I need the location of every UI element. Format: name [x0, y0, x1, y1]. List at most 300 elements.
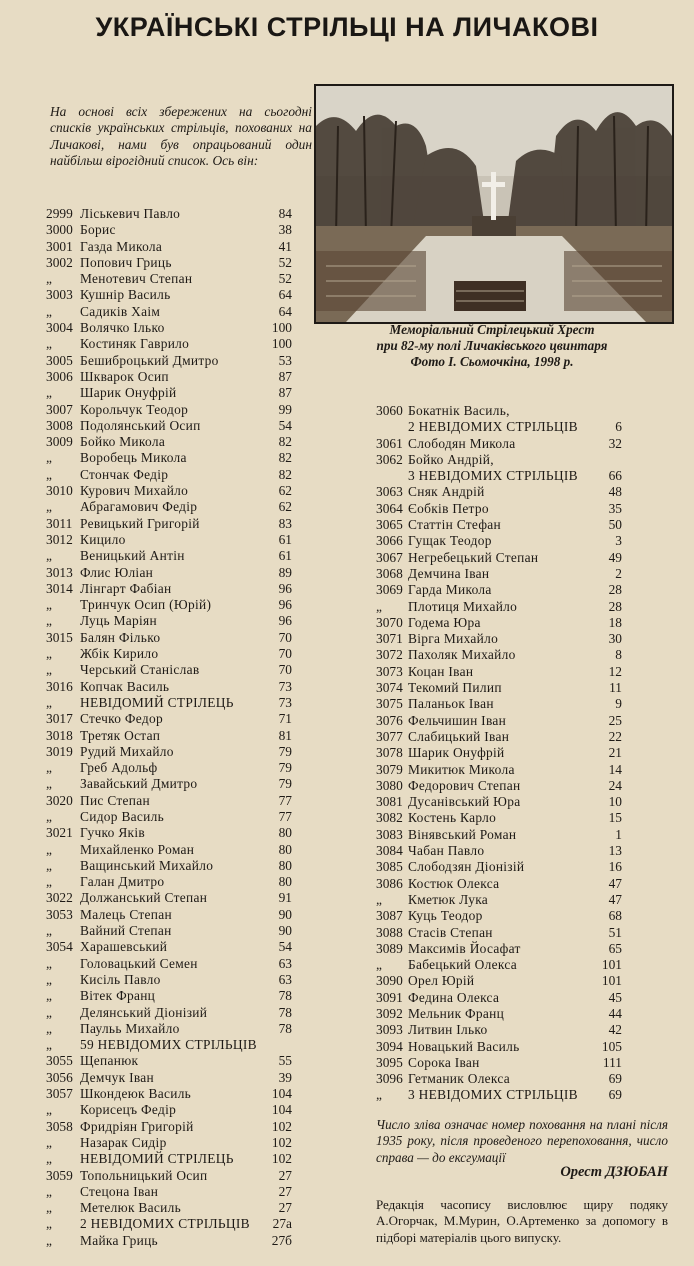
- soldier-name: Текомий Пилип: [408, 680, 502, 696]
- soldier-name: Черський Станіслав: [80, 662, 200, 678]
- exhumation-number: 66: [608, 468, 622, 484]
- soldier-name: Лінгарт Фабіан: [80, 580, 172, 596]
- author-signature: Орест ДЗЮБАН: [560, 1164, 668, 1180]
- soldier-name: Греб Адольф: [80, 760, 158, 776]
- exhumation-number: 51: [608, 924, 622, 940]
- exhumation-number: 100: [271, 320, 292, 336]
- list-row: [376, 1055, 622, 1071]
- burial-number: „: [376, 891, 382, 907]
- burial-number: 3071: [376, 631, 403, 647]
- burial-number: 3089: [376, 940, 403, 956]
- burial-number: 3075: [376, 696, 403, 712]
- soldier-name: Шарик Онуфрій: [408, 745, 505, 761]
- burial-number: „: [46, 336, 52, 352]
- burial-number: 3087: [376, 908, 403, 924]
- soldier-name: 3 НЕВІДОМИХ СТРІЛЬЦІВ: [408, 1087, 578, 1103]
- soldier-name: Метелюк Василь: [80, 1200, 181, 1216]
- soldier-name: Галан Дмитро: [80, 874, 165, 890]
- list-row: [376, 762, 622, 778]
- exhumation-number: 62: [278, 499, 292, 515]
- memorial-cross-photo: [314, 84, 674, 324]
- burial-number: 3003: [46, 287, 73, 303]
- exhumation-number: 79: [278, 743, 292, 759]
- list-row: [46, 907, 292, 923]
- burial-number: 3072: [376, 647, 403, 663]
- exhumation-number: 14: [608, 761, 622, 777]
- burial-number: 3002: [46, 254, 73, 270]
- exhumation-number: 48: [608, 484, 622, 500]
- soldier-name: Назарак Сидір: [80, 1134, 167, 1150]
- list-row: [46, 858, 292, 874]
- burial-number: 3015: [46, 629, 73, 645]
- soldier-name: Щепанюк: [80, 1053, 139, 1069]
- soldier-name: Михайленко Роман: [80, 841, 195, 857]
- soldier-name: Демчук Іван: [80, 1069, 155, 1085]
- burial-number: „: [46, 1216, 52, 1232]
- exhumation-number: 35: [608, 500, 622, 516]
- exhumation-number: 84: [278, 206, 292, 221]
- soldier-name: Слободзян Діонізій: [408, 859, 525, 875]
- soldier-name: Паланьок Іван: [408, 696, 494, 712]
- exhumation-number: 90: [278, 906, 292, 922]
- exhumation-number: 61: [278, 531, 292, 547]
- burial-number: „: [46, 1037, 52, 1053]
- burial-number: 3081: [376, 794, 403, 810]
- burial-number: 3079: [376, 761, 403, 777]
- list-row: [46, 776, 292, 792]
- soldier-name: Майка Гриць: [80, 1232, 158, 1248]
- burial-number: „: [46, 1183, 52, 1199]
- exhumation-number: 70: [278, 646, 292, 662]
- soldier-name: Шарик Онуфрій: [80, 385, 177, 401]
- soldier-name: Кицило: [80, 531, 126, 547]
- soldier-name: Жбік Кирило: [80, 646, 159, 662]
- exhumation-number: 96: [278, 613, 292, 629]
- soldier-name: Годема Юра: [408, 614, 481, 630]
- burial-number: 3083: [376, 826, 403, 842]
- exhumation-number: 15: [608, 810, 622, 826]
- list-row: [46, 711, 292, 727]
- list-row: [46, 1184, 292, 1200]
- soldier-name: Рудий Михайло: [80, 743, 174, 759]
- list-row: [376, 403, 622, 419]
- list-row: [46, 825, 292, 841]
- burial-number: 3078: [376, 745, 403, 761]
- list-row: [46, 842, 292, 858]
- exhumation-number: 102: [271, 1118, 292, 1134]
- list-row: [46, 1005, 292, 1021]
- exhumation-number: 80: [278, 857, 292, 873]
- soldier-name: Костень Карло: [408, 810, 497, 826]
- soldier-name: Мельник Франц: [408, 1005, 505, 1021]
- burial-number: 3095: [376, 1054, 403, 1070]
- burial-number: „: [376, 598, 382, 614]
- burial-number: 3053: [46, 906, 73, 922]
- burial-number: 3066: [376, 533, 403, 549]
- burial-number: 3058: [46, 1118, 73, 1134]
- burial-number: 3019: [46, 743, 73, 759]
- exhumation-number: 90: [278, 923, 292, 939]
- exhumation-number: 68: [608, 908, 622, 924]
- list-row: [46, 565, 292, 581]
- list-row: [376, 484, 622, 500]
- burial-number: 3006: [46, 368, 73, 384]
- soldier-name: 2 НЕВІДОМИХ СТРІЛЬЦІВ: [80, 1216, 250, 1232]
- soldier-name: Завайський Дмитро: [80, 776, 198, 792]
- exhumation-number: 16: [608, 859, 622, 875]
- exhumation-number: 8: [615, 647, 622, 663]
- exhumation-number: 80: [278, 825, 292, 841]
- soldier-name: Федорович Степан: [408, 777, 521, 793]
- list-row: [376, 501, 622, 517]
- list-row: [46, 483, 292, 499]
- list-row: [376, 664, 622, 680]
- burial-number: 3020: [46, 792, 73, 808]
- burial-number: 3065: [376, 517, 403, 533]
- burial-number: 3077: [376, 728, 403, 744]
- soldier-name: Газда Микола: [80, 238, 163, 254]
- soldier-name: 2 НЕВІДОМИХ СТРІЛЬЦІВ: [408, 419, 578, 435]
- soldier-name: Єобків Петро: [408, 500, 489, 516]
- soldier-name: Волячко Ілько: [80, 320, 165, 336]
- soldier-name: Садиків Хаім: [80, 303, 161, 319]
- list-row: [46, 369, 292, 385]
- exhumation-number: 27б: [271, 1232, 292, 1248]
- list-row: [376, 1087, 622, 1103]
- list-row: [46, 206, 292, 222]
- soldier-name: Плотиця Михайло: [408, 598, 518, 614]
- list-row: [46, 1102, 292, 1118]
- list-row: [46, 532, 292, 548]
- soldier-name: Пис Степан: [80, 792, 150, 808]
- list-row: [46, 679, 292, 695]
- exhumation-number: 10: [608, 794, 622, 810]
- list-row: [46, 890, 292, 906]
- list-row: [46, 695, 292, 711]
- soldier-name: Тринчук Осип (Юрій): [80, 597, 212, 613]
- burial-number: 3055: [46, 1053, 73, 1069]
- exhumation-number: 111: [602, 1054, 622, 1070]
- list-row: [46, 1037, 292, 1053]
- burial-number: 3012: [46, 531, 73, 547]
- soldier-name: Бабецький Олекса: [408, 957, 517, 973]
- list-row: [46, 320, 292, 336]
- soldier-name: 3 НЕВІДОМИХ СТРІЛЬЦІВ: [408, 468, 578, 484]
- list-row: [376, 1022, 622, 1038]
- exhumation-number: 49: [608, 549, 622, 565]
- exhumation-number: 101: [601, 957, 622, 973]
- exhumation-number: 45: [608, 989, 622, 1005]
- exhumation-number: 101: [601, 973, 622, 989]
- burial-number: „: [46, 1020, 52, 1036]
- exhumation-number: 102: [271, 1134, 292, 1150]
- soldier-name: Коцан Іван: [408, 663, 474, 679]
- exhumation-number: 13: [608, 843, 622, 859]
- soldier-name: Шкварок Осип: [80, 368, 169, 384]
- exhumation-number: 104: [271, 1086, 292, 1102]
- soldier-name: Пахоляк Михайло: [408, 647, 516, 663]
- list-row: [376, 827, 622, 843]
- list-row: [376, 696, 622, 712]
- soldier-name: Гарда Микола: [408, 582, 492, 598]
- list-row: [376, 1039, 622, 1055]
- burial-number: 3082: [376, 810, 403, 826]
- exhumation-number: 102: [271, 1151, 292, 1167]
- burial-number: „: [46, 1102, 52, 1118]
- list-row: [46, 516, 292, 532]
- editorial-thanks: Редакція часопису висловлює щиру подяку А.Огорчак, М.Мурин, О.Артеменко за допомогу в підборі матеріалів цього випуску.: [376, 1197, 668, 1245]
- list-row: [376, 1006, 622, 1022]
- intro-paragraph: На основі всіх збережених на сьогодні списків українських стрільців, похованих на Личакові, нами був опрацьований один найбільш вірогідний список. Ось він:: [50, 104, 312, 169]
- list-row: [46, 630, 292, 646]
- soldier-name: Борис: [80, 222, 116, 238]
- list-row: [46, 271, 292, 287]
- soldier-name: Чабан Павло: [408, 843, 485, 859]
- burial-number: 3000: [46, 222, 73, 238]
- exhumation-number: 80: [278, 841, 292, 857]
- soldier-name: Топольницький Осип: [80, 1167, 208, 1183]
- burial-number: 3004: [46, 320, 73, 336]
- list-row: [46, 499, 292, 515]
- list-row: [46, 1119, 292, 1135]
- list-row: [376, 892, 622, 908]
- burial-number: „: [46, 1200, 52, 1216]
- soldier-name: Бойко Андрій,: [408, 451, 494, 467]
- exhumation-number: 11: [609, 680, 622, 696]
- soldier-name: Фельчишин Іван: [408, 712, 507, 728]
- burial-number: 3021: [46, 825, 73, 841]
- soldier-name: Бойко Микола: [80, 434, 166, 450]
- list-row: [376, 436, 622, 452]
- burial-number: 3022: [46, 890, 73, 906]
- list-row: [46, 239, 292, 255]
- exhumation-number: 78: [278, 988, 292, 1004]
- list-row: [376, 729, 622, 745]
- burial-number: „: [46, 646, 52, 662]
- list-row: [376, 550, 622, 566]
- list-row: [46, 222, 292, 238]
- exhumation-number: 78: [278, 1020, 292, 1036]
- soldier-name: Дусанівський Юра: [408, 794, 521, 810]
- exhumation-number: 24: [608, 777, 622, 793]
- list-row: [46, 1053, 292, 1069]
- list-row: [46, 467, 292, 483]
- exhumation-number: 27а: [272, 1216, 292, 1232]
- list-row: [376, 533, 622, 549]
- burial-number: „: [46, 874, 52, 890]
- soldier-name: Демчина Іван: [408, 565, 490, 581]
- exhumation-number: 21: [608, 745, 622, 761]
- burial-number: „: [46, 955, 52, 971]
- exhumation-number: 99: [278, 401, 292, 417]
- soldier-name: Куць Теодор: [408, 908, 483, 924]
- exhumation-number: 30: [608, 631, 622, 647]
- list-row: [46, 809, 292, 825]
- list-row: [376, 778, 622, 794]
- soldier-name: Бокатнік Василь,: [408, 403, 510, 418]
- list-row: [376, 468, 622, 484]
- list-row: [46, 581, 292, 597]
- burial-number: 3094: [376, 1038, 403, 1054]
- soldier-name: Делянський Діонізий: [80, 1004, 208, 1020]
- burial-number: 3057: [46, 1086, 73, 1102]
- soldier-name: Стечко Федор: [80, 711, 163, 727]
- burial-number: 3009: [46, 434, 73, 450]
- list-row: [46, 1200, 292, 1216]
- soldier-name: Вірга Михайло: [408, 631, 499, 647]
- exhumation-number: 70: [278, 629, 292, 645]
- soldier-name: Сорока Іван: [408, 1054, 480, 1070]
- list-row: [46, 613, 292, 629]
- burial-number: 3070: [376, 614, 403, 630]
- list-row: [46, 1233, 292, 1249]
- soldier-name: Корисецъ Федір: [80, 1102, 177, 1118]
- soldier-name: Статтін Стефан: [408, 517, 502, 533]
- burial-number: „: [46, 662, 52, 678]
- burial-number: 3059: [46, 1167, 73, 1183]
- burial-number: 3084: [376, 843, 403, 859]
- burial-number: „: [46, 694, 52, 710]
- burial-number: „: [46, 808, 52, 824]
- burial-number: 3096: [376, 1071, 403, 1087]
- soldier-name: Третяк Остап: [80, 727, 161, 743]
- burial-list-right: [376, 403, 622, 1104]
- burial-number: „: [46, 1151, 52, 1167]
- list-row: [376, 859, 622, 875]
- soldier-name: Максимів Йосафат: [408, 940, 521, 956]
- photo-caption: [316, 322, 668, 370]
- exhumation-number: 27: [278, 1167, 292, 1183]
- exhumation-number: 9: [615, 696, 622, 712]
- burial-number: 3005: [46, 352, 73, 368]
- exhumation-number: 27: [278, 1200, 292, 1216]
- burial-number: 3091: [376, 989, 403, 1005]
- list-row: [376, 582, 622, 598]
- soldier-name: Костюк Олекса: [408, 875, 500, 891]
- exhumation-number: 82: [278, 450, 292, 466]
- list-row: [376, 680, 622, 696]
- soldier-name: Вінявський Роман: [408, 826, 517, 842]
- burial-number: 3086: [376, 875, 403, 891]
- list-row: [46, 418, 292, 434]
- list-row: [46, 1216, 292, 1232]
- burial-number: „: [46, 499, 52, 515]
- soldier-name: Харашевський: [80, 939, 168, 955]
- list-row: [46, 450, 292, 466]
- burial-number: 3007: [46, 401, 73, 417]
- list-row: [46, 923, 292, 939]
- list-row: [46, 1086, 292, 1102]
- list-row: [46, 662, 292, 678]
- list-row: [376, 941, 622, 957]
- list-row: [376, 713, 622, 729]
- burial-number: 3085: [376, 859, 403, 875]
- burial-number: „: [46, 1232, 52, 1248]
- exhumation-number: 77: [278, 792, 292, 808]
- soldier-name: Корольчук Теодор: [80, 401, 189, 417]
- soldier-name: Ліськевич Павло: [80, 206, 181, 221]
- burial-number: 3067: [376, 549, 403, 565]
- soldier-name: Микитюк Микола: [408, 761, 515, 777]
- burial-number: „: [46, 760, 52, 776]
- exhumation-number: 89: [278, 564, 292, 580]
- soldier-name: Абрагамович Федір: [80, 499, 198, 515]
- soldier-name: Вітек Франц: [80, 988, 156, 1004]
- exhumation-number: 63: [278, 955, 292, 971]
- caption-line-1: Меморіальний Стрілецький Хрест: [389, 322, 595, 337]
- exhumation-number: 38: [278, 222, 292, 238]
- soldier-name: Негребецький Степан: [408, 549, 539, 565]
- list-row: [376, 843, 622, 859]
- exhumation-number: 80: [278, 874, 292, 890]
- list-row: [46, 353, 292, 369]
- burial-number: „: [46, 857, 52, 873]
- list-row: [46, 434, 292, 450]
- exhumation-number: 39: [278, 1069, 292, 1085]
- exhumation-number: 70: [278, 662, 292, 678]
- exhumation-number: 69: [608, 1087, 622, 1103]
- soldier-name: Веницький Антін: [80, 548, 185, 564]
- exhumation-number: 79: [278, 776, 292, 792]
- exhumation-number: 28: [608, 598, 622, 614]
- list-row: [46, 972, 292, 988]
- list-row: [376, 631, 622, 647]
- list-row: [46, 874, 292, 890]
- soldier-name: Кметюк Лука: [408, 891, 489, 907]
- burial-number: „: [46, 303, 52, 319]
- exhumation-number: 53: [278, 352, 292, 368]
- list-row: [376, 794, 622, 810]
- soldier-name: Малець Степан: [80, 906, 172, 922]
- list-row: [46, 956, 292, 972]
- exhumation-number: 50: [608, 517, 622, 533]
- burial-number: 3061: [376, 435, 403, 451]
- burial-number: 2999: [46, 206, 73, 221]
- soldier-name: Стончак Федір: [80, 466, 169, 482]
- soldier-name: Подолянський Осип: [80, 417, 201, 433]
- burial-number: „: [46, 1004, 52, 1020]
- soldier-name: Должанський Степан: [80, 890, 208, 906]
- list-row: [46, 336, 292, 352]
- exhumation-number: 78: [278, 1004, 292, 1020]
- exhumation-number: 18: [608, 614, 622, 630]
- exhumation-number: 52: [278, 254, 292, 270]
- exhumation-number: 54: [278, 417, 292, 433]
- soldier-name: Стецона Іван: [80, 1183, 159, 1199]
- burial-number: „: [46, 1134, 52, 1150]
- list-row: [46, 988, 292, 1004]
- list-row: [46, 385, 292, 401]
- list-row: [376, 517, 622, 533]
- burial-number: 3076: [376, 712, 403, 728]
- burial-number: 3069: [376, 582, 403, 598]
- burial-number: 3010: [46, 483, 73, 499]
- exhumation-number: 64: [278, 303, 292, 319]
- burial-number: 3090: [376, 973, 403, 989]
- list-row: [376, 615, 622, 631]
- exhumation-number: 47: [608, 891, 622, 907]
- burial-number: 3093: [376, 1022, 403, 1038]
- list-row: [376, 566, 622, 582]
- list-row: [46, 304, 292, 320]
- exhumation-number: 82: [278, 466, 292, 482]
- soldier-name: Ревицький Григорій: [80, 515, 200, 531]
- list-row: [46, 1070, 292, 1086]
- soldier-name: Луць Маріян: [80, 613, 157, 629]
- burial-number: 3014: [46, 580, 73, 596]
- soldier-name: Шкондеюк Василь: [80, 1086, 192, 1102]
- burial-number: 3062: [376, 451, 403, 467]
